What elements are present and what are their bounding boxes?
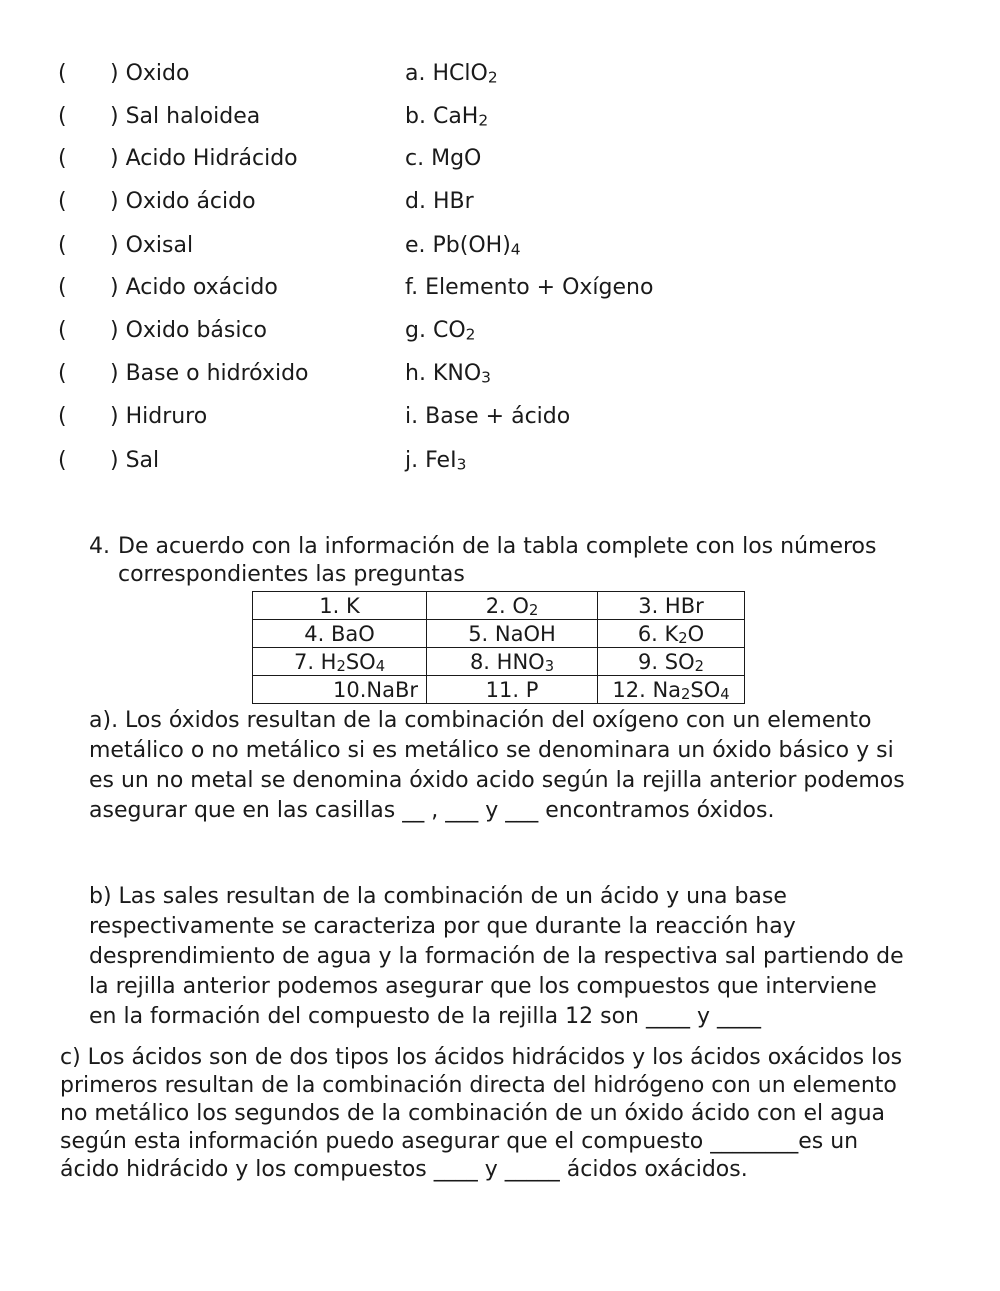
match-row <box>0 316 1000 346</box>
paragraph-line: b) Las sales resultan de la combinación de un ácido y una base <box>89 884 787 909</box>
table-row <box>253 676 745 704</box>
table-cell: 8. $HNO_3$ <box>427 648 598 676</box>
concept-label: ) Hidruro <box>110 404 208 429</box>
paragraph-line[interactable]: en la formación del compuesto de la rejilla 12 son ____ y ____ <box>89 1004 761 1029</box>
answer-blank[interactable]: ( <box>58 61 67 86</box>
table-row <box>253 592 745 620</box>
table-row <box>253 648 745 676</box>
paragraph-line: a). Los óxidos resultan de la combinación del oxígeno con un elemento <box>89 708 872 733</box>
option-label: d. HBr <box>405 189 474 214</box>
option-label: g. $CO_2$ <box>405 318 476 344</box>
question-line: De acuerdo con la información de la tabla complete con los números <box>118 534 877 559</box>
match-row <box>0 187 1000 217</box>
part-c-paragraph <box>60 1044 960 1184</box>
paragraph-line[interactable]: asegurar que en las casillas __ , ___ y ___ encontramos óxidos. <box>89 798 775 823</box>
paragraph-line: es un no metal se denomina óxido acido según la rejilla anterior podemos <box>89 768 905 793</box>
question-text <box>118 533 978 589</box>
answer-blank[interactable]: ( <box>58 275 67 300</box>
option-label: h. $KNO_3$ <box>405 361 491 387</box>
option-label: c. MgO <box>405 146 482 171</box>
table-cell: 9. $SO_2$ <box>598 648 745 676</box>
table-cell: 4. BaO <box>253 620 427 648</box>
paragraph-line: respectivamente se caracteriza por que durante la reacción hay <box>89 914 796 939</box>
paragraph-line: c) Los ácidos son de dos tipos los ácidos hidrácidos y los ácidos oxácidos los <box>60 1045 903 1070</box>
match-row <box>0 402 1000 432</box>
answer-blank[interactable]: ( <box>58 448 67 473</box>
paragraph-line[interactable]: según esta información puedo asegurar que el compuesto ________es un <box>60 1129 859 1154</box>
table-cell: 11. P <box>427 676 598 704</box>
match-row <box>0 144 1000 174</box>
option-label: i. Base + ácido <box>405 404 571 429</box>
option-label: a. HClO$_2$ <box>405 61 498 87</box>
part-a-paragraph <box>89 706 969 826</box>
table-cell: 5. NaOH <box>427 620 598 648</box>
table-cell: 2. $O_2$ <box>427 592 598 620</box>
paragraph-line: metálico o no metálico si es metálico se denominara un óxido básico y si <box>89 738 894 763</box>
option-label: j. FeI$_3$ <box>405 448 467 474</box>
answer-blank[interactable]: ( <box>58 233 67 258</box>
answer-blank[interactable]: ( <box>58 104 67 129</box>
table-cell: 7. $H_2SO_4$ <box>253 648 427 676</box>
concept-label: ) Oxido <box>110 61 190 86</box>
table-row <box>253 620 745 648</box>
answer-blank[interactable]: ( <box>58 146 67 171</box>
match-row <box>0 102 1000 132</box>
paragraph-line: no metálico los segundos de la combinación de un óxido ácido con el agua <box>60 1101 885 1126</box>
match-row <box>0 273 1000 303</box>
question-line: correspondientes las preguntas <box>118 562 465 587</box>
concept-label: ) Oxido básico <box>110 318 268 343</box>
question-number: 4. <box>89 534 110 559</box>
answer-blank[interactable]: ( <box>58 404 67 429</box>
match-row <box>0 446 1000 476</box>
concept-label: ) Oxisal <box>110 233 194 258</box>
option-label: b. CaH$_2$ <box>405 104 489 130</box>
paragraph-line: la rejilla anterior podemos asegurar que los compuestos que interviene <box>89 974 877 999</box>
concept-label: ) Oxido ácido <box>110 189 256 214</box>
paragraph-line: desprendimiento de agua y la formación de la respectiva sal partiendo de <box>89 944 904 969</box>
answer-blank[interactable]: ( <box>58 189 67 214</box>
table-cell: 3. HBr <box>598 592 745 620</box>
concept-label: ) Sal haloidea <box>110 104 261 129</box>
answer-blank[interactable]: ( <box>58 361 67 386</box>
table-cell: 1. K <box>253 592 427 620</box>
part-b-paragraph <box>89 882 969 1032</box>
table-cell: 10.NaBr <box>253 676 427 704</box>
paragraph-line: primeros resultan de la combinación directa del hidrógeno con un elemento <box>60 1073 897 1098</box>
concept-label: ) Sal <box>110 448 160 473</box>
option-label: f. Elemento + Oxígeno <box>405 275 654 300</box>
concept-label: ) Acido oxácido <box>110 275 278 300</box>
match-row <box>0 59 1000 89</box>
match-row <box>0 231 1000 261</box>
concept-label: ) Base o hidróxido <box>110 361 309 386</box>
compounds-table <box>252 591 745 704</box>
table-cell: 12. $Na_2SO_4$ <box>598 676 745 704</box>
table-cell: 6. $K_2O$ <box>598 620 745 648</box>
concept-label: ) Acido Hidrácido <box>110 146 298 171</box>
match-row <box>0 359 1000 389</box>
answer-blank[interactable]: ( <box>58 318 67 343</box>
option-label: e. $Pb(OH)_4$ <box>405 233 521 259</box>
paragraph-line[interactable]: ácido hidrácido y los compuestos ____ y _____ ácidos oxácidos. <box>60 1157 748 1182</box>
